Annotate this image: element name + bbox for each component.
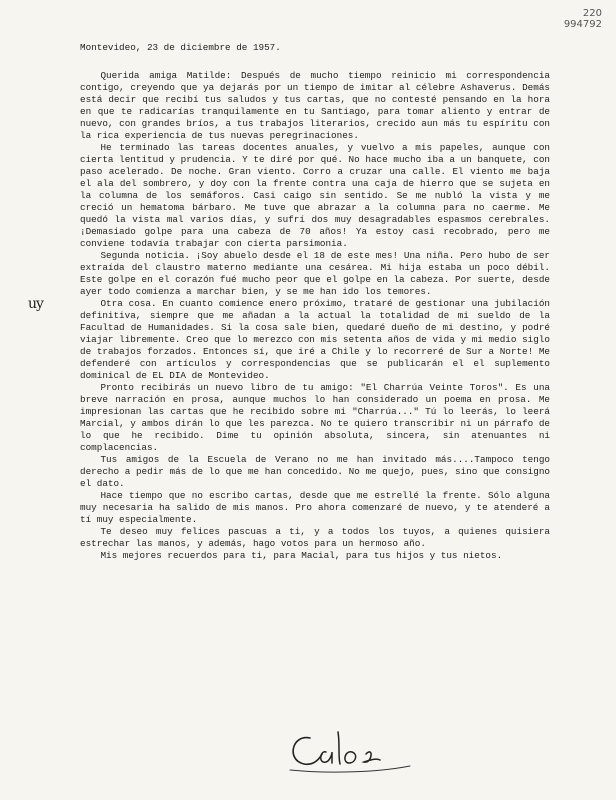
paragraph-4: Otra cosa. En cuanto comience enero próximo, trataré de gestionar una jubilación definitiva, siempre que me añadan a la actual la totalidad de mi sueldo de la Facultad de Humanidades. Si la cosa sale bien, quedaré dueño de mi destino, y podré viajar libremente. Creo que lo merezco con mis setenta años de vida y mi medio siglo de trabajos forzados. Entonces sí, que iré a Chile y lo recorreré de Sur a Norte! Me defenderé con artículos y correspondencias que se publicarán el el suplemento dominical de EL DIA de Montevideo. xyxy=(80,298,550,381)
signature-drawing xyxy=(280,720,430,780)
dateline: Montevideo, 23 de diciembre de 1957. xyxy=(80,42,281,53)
archive-number-bottom: 994792 xyxy=(563,19,602,30)
paragraph-5: Pronto recibirás un nuevo libro de tu amigo: "El Charrúa Veinte Toros". Es una breve narración en prosa, aunque muchos lo han considerado un poema en prosa. Me impresionan las cartas que he recibido sobre mi "Charrúa..." Tú lo leerás, lo leerá Marcial, y ambos dirán lo que les parezca. No te quiero transcribir ni un párrafo de lo que he recibido. Dime tu opinión absoluta, sincera, sin atenuantes ni complacencias. xyxy=(80,382,550,453)
handwritten-signature xyxy=(280,720,430,780)
paragraph-1: Querida amiga Matilde: Después de mucho tiempo reinicio mi correspondencia contigo, creyendo que ya dejarás por un tiempo de imitar al célebre Ashaverus. Demás está decir que recibí tus saludos y tus cartas, que no contesté pensando en la hora en que te radicarías tranquilamente en tu Santiago, para tomar aliento y entrar de nuevo, con grandes bríos, a tus trabajos literarios, crecido aun más tu espíritu con la rica experiencia de tus nuevas peregrinaciones. xyxy=(80,70,550,141)
paragraph-8: Te deseo muy felices pascuas a ti, y a todos los tuyos, a quienes quisiera estrechar las manos, y además, hago votos para un hermoso año. xyxy=(80,526,550,549)
handwritten-margin-mark: uy xyxy=(28,296,43,312)
paragraph-6: Tus amigos de la Escuela de Verano no me han invitado más....Tampoco tengo derecho a pedir más de lo que me han concedido. No me quejo, pues, sino que consigno el dato. xyxy=(80,454,550,489)
archive-number-top: 220 xyxy=(582,8,602,19)
paragraph-7: Hace tiempo que no escribo cartas, desde que me estrellé la frente. Sólo alguna muy necesaria ha salido de mis manos. Pro ahora comenzaré de nuevo, y te atenderé a tí muy especialmente. xyxy=(80,490,550,525)
paragraph-9: Mis mejores recuerdos para ti, para Macial, para tus hijos y tus nietos. xyxy=(100,550,503,561)
paragraph-2: He terminado las tareas docentes anuales, y vuelvo a mis papeles, aunque con cierta lentitud y prudencia. Y te diré por qué. No hace mucho iba a un banquete, con paso acelerado. De noche. Gran viento. Corro a cruzar una calle. El viento me baja el ala del sombrero, y doy con la frente contra una caja de hierro que se sujeta en la columna de los semáforos. Casi caigo sin sentido. Se me nubló la vista y me creció un hematoma bárbaro. Me tuve que abrazar a la columna para no caerme. Me quedó la vista mal varios días, y sufrí dos muy desagradables espasmos cerebrales. ¡Demasiado golpe para una cabeza de 70 años! Ya estoy casi recobrado, pero me conviene todavía trabajar con cierta parsimonia. xyxy=(80,142,550,249)
archive-stamp xyxy=(564,8,602,30)
letter-body xyxy=(80,42,550,562)
paragraph-3: Segunda noticia. ¡Soy abuelo desde el 18 de este mes! Una niña. Pero hubo de ser extraída del claustro materno mediante una cesárea. Mi hija estaba un poco débil. Este golpe en el corazón fué mucho peor que el golpe en la cabeza. Por suerte, desde ayer todo comienza a marchar bien, y se me han ido los temores. xyxy=(80,250,550,297)
